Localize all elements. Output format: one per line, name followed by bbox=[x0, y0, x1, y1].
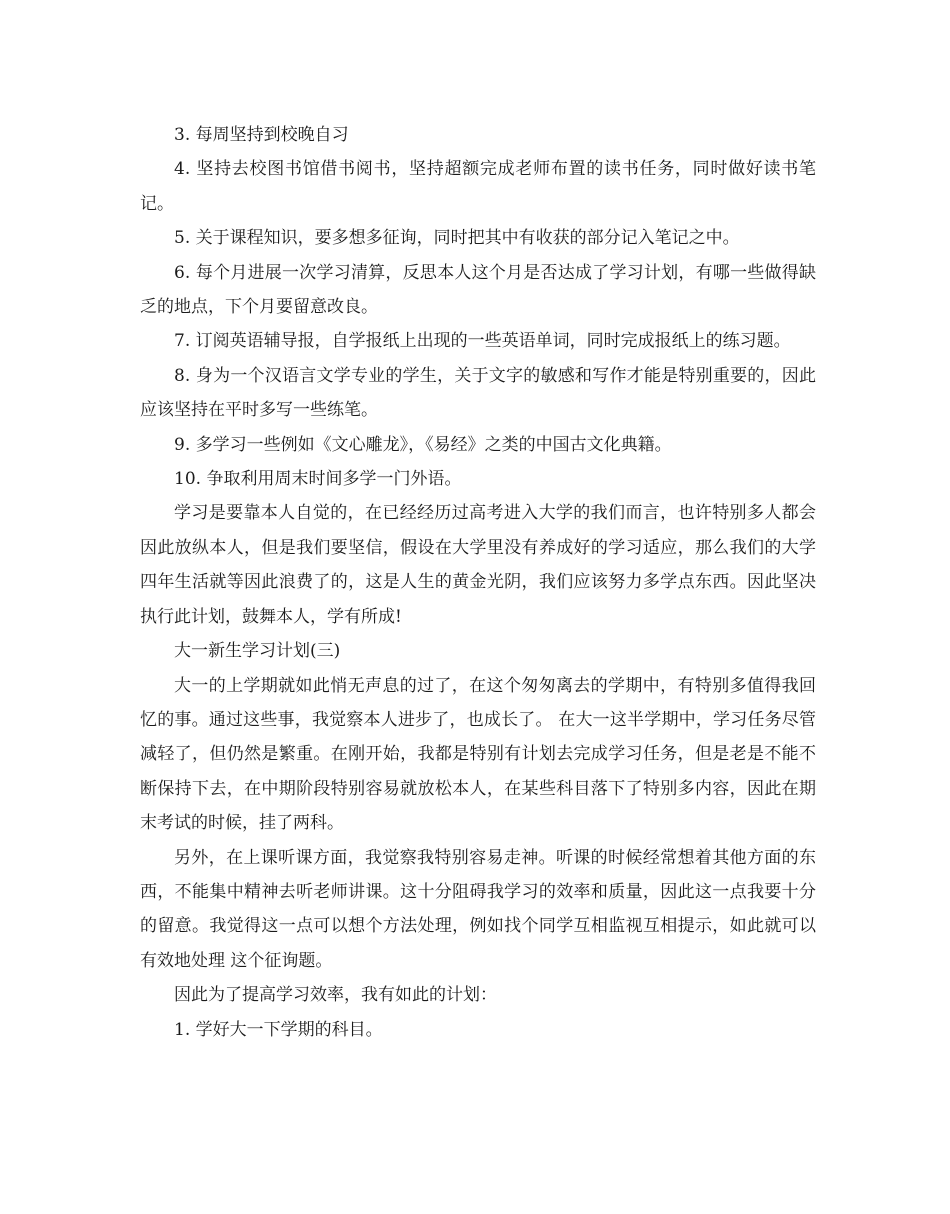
paragraph-item-3: 3. 每周坚持到校晚自习 bbox=[174, 125, 349, 145]
document-body bbox=[140, 118, 816, 1047]
paragraph-summary: 学习是要靠本人自觉的，在已经经历过高考进入大学的我们而言，也许特别多人都会因此放纵本人，但是我们要坚信，假设在大学里没有养成好的学习适应，那么我们的大学四年生活就等因此浪费了的，这是人生的黄金光阴，我们应该努力多学点东西。因此坚决执行此计划，鼓舞本人，学有所成! bbox=[140, 503, 816, 627]
paragraph-item-5: 5. 关于课程知识，要多想多征询，同时把其中有收获的部分记入笔记之中。 bbox=[174, 228, 740, 249]
paragraph-item-6: 6. 每个月进展一次学习清算，反思本人这个月是否达成了学习计划，有哪一些做得缺乏的地点，下个月要留意改良。 bbox=[140, 262, 816, 318]
section-heading: 大一新生学习计划(三) bbox=[174, 641, 341, 662]
paragraph-item-8: 8. 身为一个汉语言文学专业的学生，关于文字的敏感和写作才能是特别重要的，因此应该坚持在平时多写一些练笔。 bbox=[140, 365, 816, 421]
paragraph-item-9: 9. 多学习一些例如《文心雕龙》，《易经》之类的中国古文化典籍。 bbox=[174, 434, 672, 455]
paragraph-item-7: 7. 订阅英语辅导报，自学报纸上出现的一些英语单词，同时完成报纸上的练习题。 bbox=[174, 331, 791, 352]
paragraph-item-10: 10. 争取利用周末时间多学一门外语。 bbox=[174, 469, 462, 490]
paragraph-item-4: 4. 坚持去校图书馆借书阅书，坚持超额完成老师布置的读书任务，同时做好读书笔记。 bbox=[140, 159, 816, 214]
paragraph-reflection: 大一的上学期就如此悄无声息的过了，在这个匆匆离去的学期中，有特别多值得我回忆的事。通过这些事，我觉察本人进步了，也成长了。 在大一这半学期中，学习任务尽管减轻了，但仍然是繁重。在刚开始，我都是特别有计划去完成学习任务，但是老是不能不断保持下去，在中期阶段特别容易就放松本人，在某些科目落下了特别多内容，因此在期末考试的时候，挂了两科。 bbox=[140, 675, 816, 834]
paragraph-plan-item-1: 1. 学好大一下学期的科目。 bbox=[174, 1019, 383, 1040]
paragraph-plan-intro: 因此为了提高学习效率，我有如此的计划： bbox=[174, 985, 497, 1006]
paragraph-listening: 另外，在上课听课方面，我觉察我特别容易走神。听课的时候经常想着其他方面的东西，不能集中精神去听老师讲课。这十分阻碍我学习的效率和质量，因此这一点我要十分的留意。我觉得这一点可以想个方法处理，例如找个同学互相监视互相提示，如此就可以有效地处理 这个征询题。 bbox=[140, 847, 816, 971]
